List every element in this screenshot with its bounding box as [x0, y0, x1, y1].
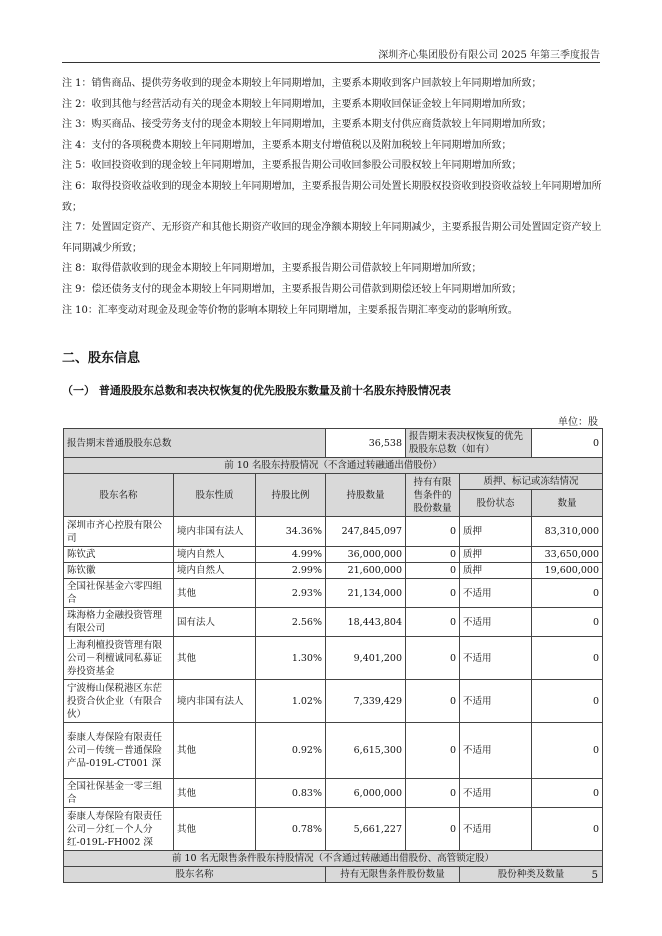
row-ratio: 2.99%: [256, 563, 326, 579]
row-qty: 0: [532, 808, 603, 851]
unrestricted-title: 前 10 名无限售条件股东持股情况（不含通过转融通出借股份、高管锁定股）: [64, 851, 603, 867]
table-row: [64, 723, 603, 779]
row-ratio: 1.30%: [256, 637, 326, 680]
table-row: [64, 563, 603, 579]
row-nature: 国有法人: [174, 608, 256, 637]
table-row: [64, 808, 603, 851]
row-nature: 境内非国有法人: [174, 517, 256, 547]
shareholder-table: [63, 428, 603, 883]
row-name: 全国社保基金六零四组合: [64, 579, 174, 608]
row-qty: 0: [532, 680, 603, 723]
row-ratio: 1.02%: [256, 680, 326, 723]
row-restricted: 0: [406, 680, 460, 723]
unit-label: 单位：股: [558, 417, 598, 428]
row-nature: 其他: [174, 579, 256, 608]
row-status: 不适用: [460, 808, 532, 851]
note-7: 注 7：处置固定资产、无形资产和其他长期资产收回的现金净额本期较上年同期减少，主要系报告期公司处置固定资产较上年同期减少所致；: [62, 222, 602, 254]
note-10: 注 10：汇率变动对现金及现金等价物的影响本期较上年同期增加，主要系报告期汇率变动的影响所致。: [62, 304, 518, 316]
row-qty: 0: [532, 637, 603, 680]
row-nature: 境内非国有法人: [174, 680, 256, 723]
row-restricted: 0: [406, 779, 460, 808]
header-divider: [62, 62, 600, 63]
col-header-pledge-qty: 数量: [532, 490, 603, 517]
row-status: 质押: [460, 563, 532, 579]
subsection-title: （一） 普通股股东总数和表决权恢复的优先股股东数量及前十名股东持股情况表: [62, 384, 451, 397]
row-status: 不适用: [460, 637, 532, 680]
row-restricted: 0: [406, 563, 460, 579]
row-ratio: 34.36%: [256, 517, 326, 547]
section-title: 二、股东信息: [62, 351, 141, 366]
row-ratio: 2.93%: [256, 579, 326, 608]
row-nature: 其他: [174, 637, 256, 680]
row-restricted: 0: [406, 517, 460, 547]
row-nature: 其他: [174, 723, 256, 779]
row-qty: 33,650,000: [532, 547, 603, 563]
note-6: 注 6：取得投资收益收到的现金本期较上年同期增加，主要系报告期公司处置长期股权投资收到投资收益较上年同期增加所致；: [62, 180, 602, 213]
row-shares: 36,000,000: [326, 547, 406, 563]
row-status: 不适用: [460, 680, 532, 723]
unrestricted-col-name: 股东名称: [64, 867, 326, 883]
row-status: 不适用: [460, 579, 532, 608]
row-name: 宁波梅山保税港区东茫投资合伙企业（有限合伙）: [64, 680, 174, 723]
row-ratio: 0.92%: [256, 723, 326, 779]
col-header-pledge: 质押、标记或冻结情况: [460, 474, 603, 490]
row-shares: 247,845,097: [326, 517, 406, 547]
note-4: 注 4：支付的各项税费本期较上年同期增加，主要系本期支付增值税以及附加税较上年同期增加所致；: [62, 139, 512, 151]
row-restricted: 0: [406, 808, 460, 851]
col-header-nature: 股东性质: [174, 474, 256, 517]
row-status: 不适用: [460, 723, 532, 779]
row-status: 不适用: [460, 608, 532, 637]
row-nature: 其他: [174, 808, 256, 851]
row-ratio: 0.83%: [256, 779, 326, 808]
col-header-pledge-status: 股份状态: [460, 490, 532, 517]
row-shares: 6,615,300: [326, 723, 406, 779]
row-status: 不适用: [460, 779, 532, 808]
note-8: 注 8：取得借款收到的现金本期较上年同期增加，主要系报告期公司借款较上年同期增加所致；: [62, 263, 482, 275]
row-status: 质押: [460, 517, 532, 547]
row-name: 深圳市齐心控股有限公司: [64, 517, 174, 547]
unrestricted-col-type: 股份种类及数量: [460, 867, 603, 883]
row-ratio: 0.78%: [256, 808, 326, 851]
col-header-ratio: 持股比例: [256, 474, 326, 517]
note-1: 注 1：销售商品、提供劳务收到的现金本期较上年同期增加，主要系本期收到客户回款较上年同期增加所致；: [62, 78, 542, 89]
row-nature: 其他: [174, 779, 256, 808]
row-name: 泰康人寿保险有限责任公司－分红－个人分红-019L-FH002 深: [64, 808, 174, 851]
row-nature: 境内自然人: [174, 563, 256, 579]
row-nature: 境内自然人: [174, 547, 256, 563]
table-row: [64, 779, 603, 808]
row-restricted: 0: [406, 547, 460, 563]
row-shares: 7,339,429: [326, 680, 406, 723]
row-qty: 0: [532, 779, 603, 808]
col-header-name: 股东名称: [64, 474, 174, 517]
row-name: 泰康人寿保险有限责任公司－传统－普通保险产品-019L-CT001 深: [64, 723, 174, 779]
row-ratio: 2.56%: [256, 608, 326, 637]
row-qty: 0: [532, 723, 603, 779]
col-header-restricted: 持有有限售条件的股份数量: [406, 474, 460, 517]
row-restricted: 0: [406, 637, 460, 680]
row-shares: 9,401,200: [326, 637, 406, 680]
note-3: 注 3：购买商品、接受劳务支付的现金本期较上年同期增加，主要系本期支付供应商货款较上年同期增加所致；: [62, 119, 552, 131]
table-row: [64, 547, 603, 563]
unrestricted-col-shares: 持有无限售条件股份数量: [326, 867, 460, 883]
row-name: 全国社保基金一零三组合: [64, 779, 174, 808]
row-status: 质押: [460, 547, 532, 563]
row-qty: 0: [532, 579, 603, 608]
row-name: 陈钦武: [64, 547, 174, 563]
row-name: 陈钦徽: [64, 563, 174, 579]
report-header: 深圳齐心集团股份有限公司 2025 年第三季度报告: [378, 50, 600, 61]
row-ratio: 4.99%: [256, 547, 326, 563]
row-qty: 0: [532, 608, 603, 637]
row-qty: 83,310,000: [532, 517, 603, 547]
note-5: 注 5：收回投资收到的现金较上年同期增加，主要系报告期公司收回参股公司股权较上年同期增加所致；: [62, 160, 522, 172]
common-holders-value: 36,538: [326, 429, 406, 458]
table-row: [64, 517, 603, 547]
row-name: 上海利檀投资管理有限公司－利檀诚同私募证券投资基金: [64, 637, 174, 680]
row-shares: 5,661,227: [326, 808, 406, 851]
page-number: 5: [591, 870, 598, 881]
col-header-shares: 持股数量: [326, 474, 406, 517]
row-restricted: 0: [406, 608, 460, 637]
table-row: [64, 680, 603, 723]
pref-holders-label: 报告期末表决权恢复的优先股股东总数（如有）: [406, 429, 532, 458]
row-name: 珠海格力金融投资管理有限公司: [64, 608, 174, 637]
note-9: 注 9：偿还债务支付的现金本期较上年同期增加，主要系报告期公司借款到期偿还较上年同期增加所致；: [62, 283, 522, 295]
table-row: [64, 579, 603, 608]
top10-title: 前 10 名股东持股情况（不含通过转融通出借股份）: [64, 458, 603, 474]
pref-holders-value: 0: [532, 429, 603, 458]
row-shares: 6,000,000: [326, 779, 406, 808]
row-restricted: 0: [406, 723, 460, 779]
notes-block: [62, 74, 602, 321]
row-shares: 18,443,804: [326, 608, 406, 637]
common-holders-label: 报告期末普通股股东总数: [64, 429, 326, 458]
table-row: [64, 608, 603, 637]
row-restricted: 0: [406, 579, 460, 608]
table-row: [64, 637, 603, 680]
row-shares: 21,600,000: [326, 563, 406, 579]
row-shares: 21,134,000: [326, 579, 406, 608]
row-qty: 19,600,000: [532, 563, 603, 579]
note-2: 注 2：收到其他与经营活动有关的现金本期较上年同期增加，主要系本期收回保证金较上年同期增加所致；: [62, 98, 532, 110]
